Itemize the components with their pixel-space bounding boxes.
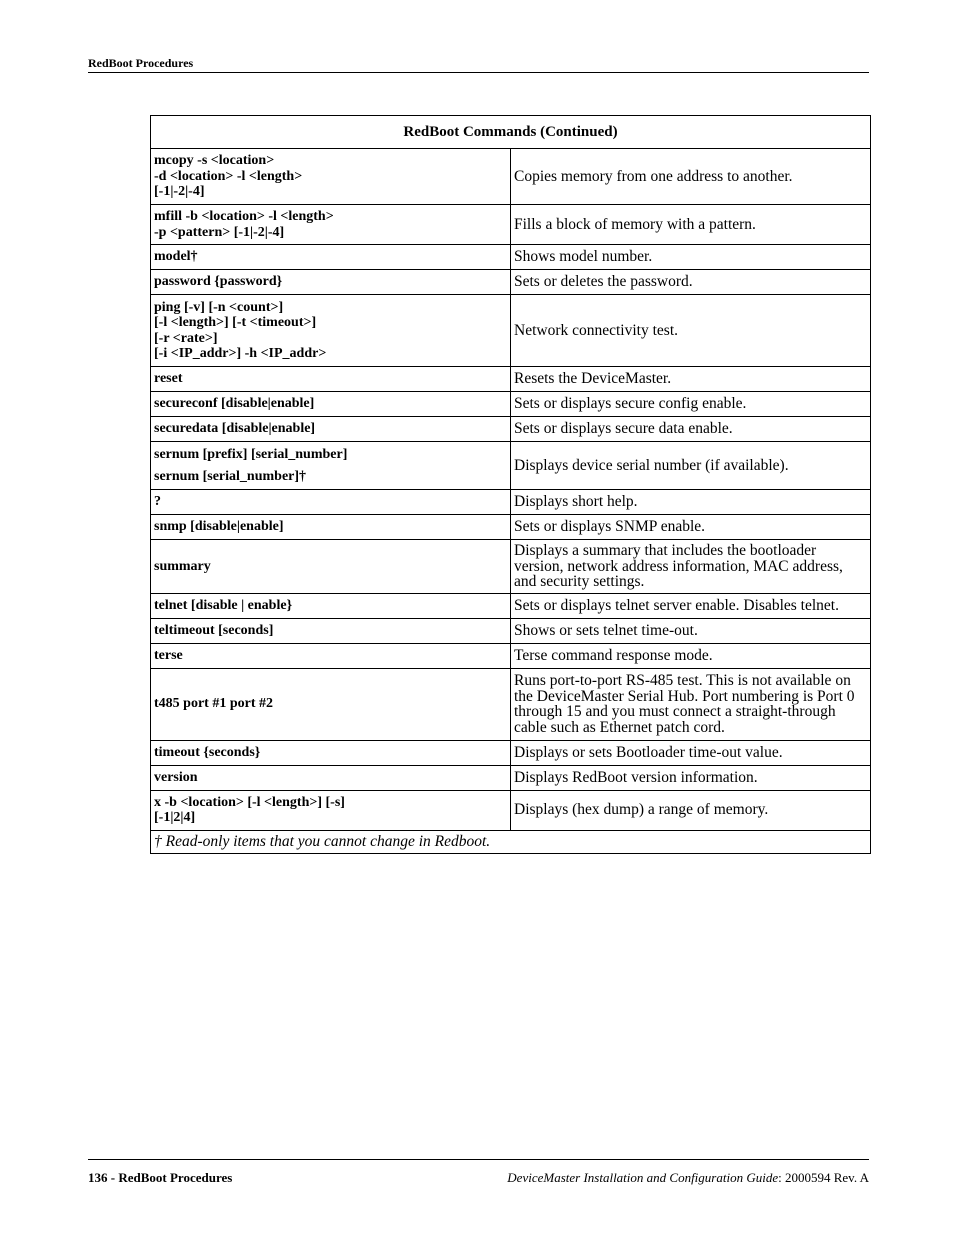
table-row bbox=[151, 593, 871, 618]
command-cell bbox=[151, 490, 511, 515]
command-cell bbox=[151, 245, 511, 270]
description-cell: Fills a block of memory with a pattern. bbox=[511, 205, 871, 245]
description-cell: Sets or displays secure data enable. bbox=[511, 417, 871, 442]
command-cell bbox=[151, 442, 511, 490]
command-cell bbox=[151, 790, 511, 830]
description-cell: Copies memory from one address to another. bbox=[511, 149, 871, 205]
description-cell: Sets or displays telnet server enable. Disables telnet. bbox=[511, 593, 871, 618]
command-syntax-line: [-i <IP_addr>] -h <IP_addr> bbox=[154, 346, 327, 361]
command-syntax-line: teltimeout [seconds] bbox=[154, 622, 274, 638]
table-row bbox=[151, 790, 871, 830]
table-title-row bbox=[151, 116, 871, 149]
command-syntax-line: version bbox=[154, 769, 198, 785]
footer-page-label: 136 - RedBoot Procedures bbox=[88, 1170, 233, 1185]
table-row bbox=[151, 490, 871, 515]
table-row bbox=[151, 618, 871, 643]
description-cell: Displays short help. bbox=[511, 490, 871, 515]
description-cell: Sets or displays SNMP enable. bbox=[511, 515, 871, 540]
command-syntax-line: [-1|2|4] bbox=[154, 810, 196, 825]
command-syntax-line: timeout {seconds} bbox=[154, 744, 261, 760]
command-syntax-line: mfill -b <location> -l <length> bbox=[154, 209, 334, 224]
command-syntax-line: reset bbox=[154, 371, 183, 387]
command-cell bbox=[151, 593, 511, 618]
running-header bbox=[88, 56, 869, 73]
table-row bbox=[151, 740, 871, 765]
footer-doc-number: : 2000594 Rev. A bbox=[778, 1170, 869, 1185]
command-syntax-line: telnet [disable | enable} bbox=[154, 597, 293, 613]
table-row bbox=[151, 442, 871, 490]
command-syntax-line: sernum [prefix] [serial_number] bbox=[154, 446, 348, 462]
table-row bbox=[151, 643, 871, 668]
table-row bbox=[151, 270, 871, 295]
description-cell: Resets the DeviceMaster. bbox=[511, 367, 871, 392]
table-footnote-row bbox=[151, 830, 871, 853]
footer-guide-title: DeviceMaster Installation and Configuration Guide bbox=[507, 1170, 779, 1185]
command-cell bbox=[151, 668, 511, 740]
command-syntax-line: t485 port #1 port #2 bbox=[154, 696, 273, 712]
table-row bbox=[151, 205, 871, 245]
command-cell bbox=[151, 392, 511, 417]
command-syntax-line: model† bbox=[154, 249, 198, 265]
description-cell: Shows model number. bbox=[511, 245, 871, 270]
command-syntax-line: -p <pattern> [-1|-2|-4] bbox=[154, 224, 285, 240]
command-syntax-line: ? bbox=[154, 494, 161, 510]
command-cell bbox=[151, 270, 511, 295]
table-row bbox=[151, 668, 871, 740]
header-section-title: RedBoot Procedures bbox=[88, 56, 194, 70]
description-cell: Runs port-to-port RS-485 test. This is not available on the DeviceMaster Serial Hub. Port numbering is Port 0 through 15 and you must connect a straight-through cable such as Ethernet patch cord. bbox=[511, 668, 871, 740]
command-syntax-line: terse bbox=[154, 647, 183, 663]
table-row bbox=[151, 765, 871, 790]
description-cell: Displays RedBoot version information. bbox=[511, 765, 871, 790]
command-syntax-line: snmp [disable|enable] bbox=[154, 519, 284, 535]
command-syntax-line: x -b <location> [-l <length>] [-s] bbox=[154, 794, 345, 810]
command-syntax-line: securedata [disable|enable] bbox=[154, 421, 316, 437]
command-syntax-line: -d <location> -l <length> bbox=[154, 168, 303, 184]
command-syntax-line: summary bbox=[154, 558, 211, 574]
table-row bbox=[151, 417, 871, 442]
command-cell bbox=[151, 367, 511, 392]
table-row bbox=[151, 295, 871, 367]
table-row bbox=[151, 245, 871, 270]
command-syntax-line: sernum [serial_number]† bbox=[154, 469, 307, 484]
table-row bbox=[151, 367, 871, 392]
command-syntax-line: password {password} bbox=[154, 274, 283, 290]
description-cell: Displays device serial number (if available). bbox=[511, 442, 871, 490]
table-body bbox=[151, 149, 871, 831]
command-cell bbox=[151, 765, 511, 790]
command-cell bbox=[151, 515, 511, 540]
description-cell: Displays or sets Bootloader time-out value. bbox=[511, 740, 871, 765]
table-footnote: † Read-only items that you cannot change in Redboot. bbox=[151, 830, 871, 853]
command-cell bbox=[151, 618, 511, 643]
command-cell bbox=[151, 643, 511, 668]
command-cell bbox=[151, 295, 511, 367]
command-cell bbox=[151, 540, 511, 594]
footer-guide-ref bbox=[507, 1170, 869, 1185]
page-footer bbox=[88, 1159, 869, 1185]
table-title: RedBoot Commands (Continued) bbox=[151, 116, 871, 149]
redboot-commands-table bbox=[150, 115, 871, 854]
command-cell bbox=[151, 205, 511, 245]
table-row bbox=[151, 540, 871, 594]
command-syntax-line: [-r <rate>] bbox=[154, 330, 218, 346]
command-cell bbox=[151, 417, 511, 442]
command-syntax-line: [-l <length>] [-t <timeout>] bbox=[154, 315, 317, 330]
command-syntax-line: secureconf [disable|enable] bbox=[154, 396, 315, 412]
description-cell: Network connectivity test. bbox=[511, 295, 871, 367]
description-cell: Terse command response mode. bbox=[511, 643, 871, 668]
table-row bbox=[151, 149, 871, 205]
command-syntax-line: [-1|-2|-4] bbox=[154, 184, 205, 200]
description-cell: Displays (hex dump) a range of memory. bbox=[511, 790, 871, 830]
description-cell: Displays a summary that includes the bootloader version, network address information, MAC address, and security settings. bbox=[511, 540, 871, 594]
command-syntax-line: ping [-v] [-n <count>] bbox=[154, 299, 284, 315]
description-cell: Sets or displays secure config enable. bbox=[511, 392, 871, 417]
description-cell: Shows or sets telnet time-out. bbox=[511, 618, 871, 643]
description-cell: Sets or deletes the password. bbox=[511, 270, 871, 295]
table-row bbox=[151, 392, 871, 417]
command-cell bbox=[151, 740, 511, 765]
command-cell bbox=[151, 149, 511, 205]
command-syntax-line: mcopy -s <location> bbox=[154, 153, 275, 169]
table-row bbox=[151, 515, 871, 540]
